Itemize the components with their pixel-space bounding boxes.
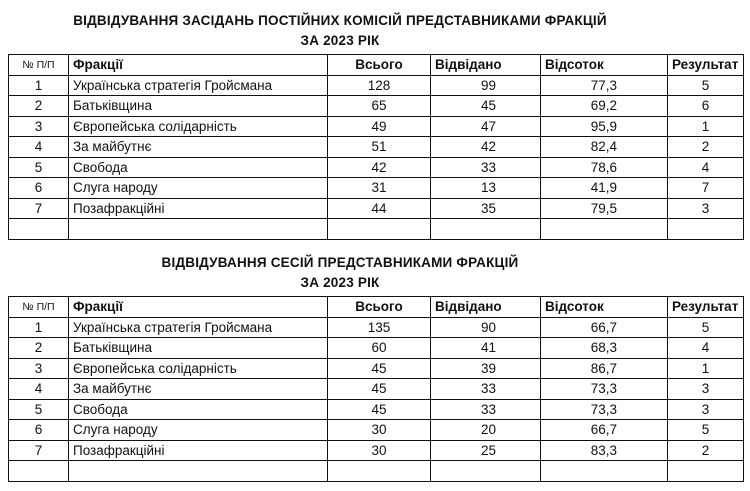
empty-cell <box>69 219 328 240</box>
cell-result-rank: 2 <box>668 137 744 158</box>
header-attendance-percent: Відсоток <box>541 55 668 76</box>
cell-attended-count: 33 <box>431 379 541 400</box>
cell-attended-count: 35 <box>431 198 541 219</box>
cell-attended-count: 20 <box>431 420 541 441</box>
cell-faction-name: Позафракційні <box>69 440 328 461</box>
cell-total-count: 60 <box>328 338 431 359</box>
cell-attended-count: 33 <box>431 157 541 178</box>
cell-attendance-percent: 41,9 <box>541 178 668 199</box>
cell-attendance-percent: 77,3 <box>541 75 668 96</box>
table-row <box>9 379 744 400</box>
cell-attendance-percent: 86,7 <box>541 358 668 379</box>
cell-attended-count: 41 <box>431 338 541 359</box>
cell-row-number: 6 <box>9 178 69 199</box>
cell-faction-name: Слуга народу <box>69 178 328 199</box>
cell-row-number: 2 <box>9 338 69 359</box>
committees-title-line1: ВІДВІДУВАННЯ ЗАСІДАНЬ ПОСТІЙНИХ КОМІСІЙ ПРЕДСТАВНИКАМИ ФРАКЦІЙ <box>73 13 607 28</box>
header-result-rank: Результат <box>668 55 744 76</box>
cell-total-count: 49 <box>328 116 431 137</box>
header-total-count: Всього <box>328 55 431 76</box>
cell-faction-name: Європейська солідарність <box>69 116 328 137</box>
cell-attendance-percent: 78,6 <box>541 157 668 178</box>
cell-total-count: 42 <box>328 157 431 178</box>
empty-cell <box>431 461 541 482</box>
empty-cell <box>9 461 69 482</box>
cell-row-number: 6 <box>9 420 69 441</box>
cell-result-rank: 6 <box>668 96 744 117</box>
cell-total-count: 128 <box>328 75 431 96</box>
header-faction-name: Фракції <box>69 297 328 318</box>
cell-total-count: 51 <box>328 137 431 158</box>
cell-total-count: 45 <box>328 379 431 400</box>
cell-total-count: 65 <box>328 96 431 117</box>
empty-cell <box>328 219 431 240</box>
header-faction-name: Фракції <box>69 55 328 76</box>
cell-result-rank: 3 <box>668 379 744 400</box>
header-result-rank: Результат <box>668 297 744 318</box>
cell-total-count: 31 <box>328 178 431 199</box>
cell-attended-count: 47 <box>431 116 541 137</box>
cell-faction-name: Українська стратегія Гройсмана <box>69 75 328 96</box>
table-row <box>9 178 744 199</box>
table-header-row <box>9 297 744 318</box>
cell-attendance-percent: 66,7 <box>541 317 668 338</box>
cell-result-rank: 7 <box>668 178 744 199</box>
cell-row-number: 3 <box>9 116 69 137</box>
header-attended-count: Відвідано <box>431 297 541 318</box>
cell-attended-count: 99 <box>431 75 541 96</box>
empty-row <box>9 461 744 482</box>
committees-attendance-table <box>8 54 744 240</box>
table-row <box>9 440 744 461</box>
cell-result-rank: 4 <box>668 338 744 359</box>
cell-attended-count: 42 <box>431 137 541 158</box>
cell-row-number: 7 <box>9 440 69 461</box>
table-header-row <box>9 55 744 76</box>
cell-result-rank: 5 <box>668 420 744 441</box>
table-row <box>9 96 744 117</box>
cell-total-count: 135 <box>328 317 431 338</box>
cell-attendance-percent: 66,7 <box>541 420 668 441</box>
cell-faction-name: Свобода <box>69 157 328 178</box>
cell-attendance-percent: 68,3 <box>541 338 668 359</box>
cell-attendance-percent: 69,2 <box>541 96 668 117</box>
table-row <box>9 317 744 338</box>
cell-row-number: 1 <box>9 317 69 338</box>
sessions-attendance-table <box>8 296 744 482</box>
cell-faction-name: Свобода <box>69 399 328 420</box>
empty-cell <box>9 219 69 240</box>
cell-faction-name: Європейська солідарність <box>69 358 328 379</box>
cell-attended-count: 45 <box>431 96 541 117</box>
cell-row-number: 4 <box>9 137 69 158</box>
empty-cell <box>328 461 431 482</box>
cell-faction-name: Позафракційні <box>69 198 328 219</box>
cell-faction-name: Слуга народу <box>69 420 328 441</box>
empty-cell <box>668 461 744 482</box>
cell-row-number: 1 <box>9 75 69 96</box>
cell-faction-name: Батьківщина <box>69 96 328 117</box>
header-total-count: Всього <box>328 297 431 318</box>
cell-faction-name: За майбутнє <box>69 137 328 158</box>
cell-result-rank: 1 <box>668 116 744 137</box>
empty-cell <box>668 219 744 240</box>
cell-row-number: 7 <box>9 198 69 219</box>
table-row <box>9 116 744 137</box>
table-row <box>9 338 744 359</box>
cell-attendance-percent: 82,4 <box>541 137 668 158</box>
cell-faction-name: Українська стратегія Гройсмана <box>69 317 328 338</box>
cell-result-rank: 5 <box>668 75 744 96</box>
cell-attended-count: 13 <box>431 178 541 199</box>
header-row-number: № П/П <box>9 55 69 76</box>
cell-total-count: 45 <box>328 399 431 420</box>
header-row-number: № П/П <box>9 297 69 318</box>
cell-result-rank: 3 <box>668 399 744 420</box>
empty-row <box>9 219 744 240</box>
cell-total-count: 44 <box>328 198 431 219</box>
cell-attendance-percent: 73,3 <box>541 379 668 400</box>
cell-faction-name: Батьківщина <box>69 338 328 359</box>
sessions-title-line1: ВІДВІДУВАННЯ СЕСІЙ ПРЕДСТАВНИКАМИ ФРАКЦІЙ <box>161 255 519 270</box>
cell-attendance-percent: 73,3 <box>541 399 668 420</box>
cell-attendance-percent: 83,3 <box>541 440 668 461</box>
cell-result-rank: 1 <box>668 358 744 379</box>
cell-faction-name: За майбутнє <box>69 379 328 400</box>
cell-result-rank: 2 <box>668 440 744 461</box>
cell-row-number: 3 <box>9 358 69 379</box>
cell-row-number: 2 <box>9 96 69 117</box>
cell-attended-count: 90 <box>431 317 541 338</box>
cell-attended-count: 39 <box>431 358 541 379</box>
cell-total-count: 30 <box>328 420 431 441</box>
cell-row-number: 5 <box>9 399 69 420</box>
cell-result-rank: 5 <box>668 317 744 338</box>
cell-attended-count: 25 <box>431 440 541 461</box>
cell-attendance-percent: 79,5 <box>541 198 668 219</box>
table-row <box>9 399 744 420</box>
table-row <box>9 137 744 158</box>
cell-row-number: 4 <box>9 379 69 400</box>
table-row <box>9 75 744 96</box>
table-row <box>9 157 744 178</box>
empty-cell <box>431 219 541 240</box>
table-row <box>9 358 744 379</box>
cell-attendance-percent: 95,9 <box>541 116 668 137</box>
cell-row-number: 5 <box>9 157 69 178</box>
empty-cell <box>69 461 328 482</box>
committees-title-line2: ЗА 2023 РІК <box>300 33 380 48</box>
header-attendance-percent: Відсоток <box>541 297 668 318</box>
cell-attended-count: 33 <box>431 399 541 420</box>
cell-result-rank: 3 <box>668 198 744 219</box>
table-row <box>9 198 744 219</box>
cell-result-rank: 4 <box>668 157 744 178</box>
table-row <box>9 420 744 441</box>
empty-cell <box>541 461 668 482</box>
cell-total-count: 30 <box>328 440 431 461</box>
cell-total-count: 45 <box>328 358 431 379</box>
empty-cell <box>541 219 668 240</box>
sessions-title-line2: ЗА 2023 РІК <box>300 275 380 290</box>
header-attended-count: Відвідано <box>431 55 541 76</box>
